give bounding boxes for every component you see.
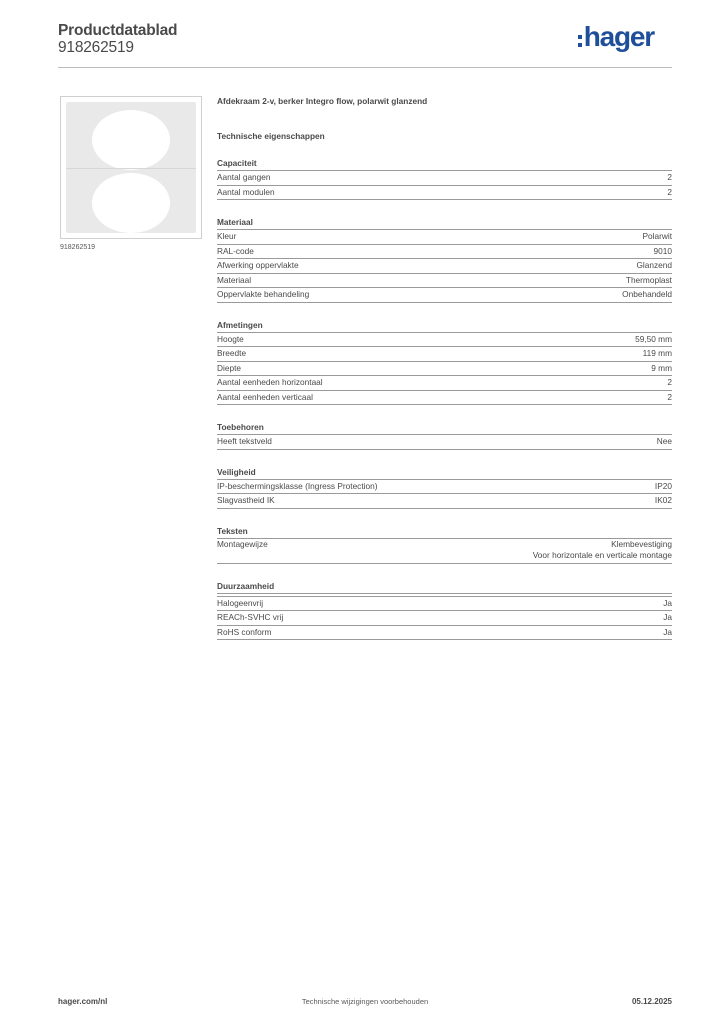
- footer-date: 05.12.2025: [631, 997, 672, 1006]
- spec-row: [217, 494, 672, 509]
- group-title: Veiligheid: [217, 467, 672, 480]
- spec-row: [217, 611, 672, 626]
- spec-label: Materiaal: [217, 274, 252, 285]
- spec-label: Aantal eenheden horizontaal: [217, 377, 323, 387]
- spec-label: Halogeenvrij: [217, 597, 264, 608]
- document-number: 918262519: [58, 39, 134, 56]
- group-title: Materiaal: [217, 217, 672, 230]
- group-title: Capaciteit: [217, 158, 672, 171]
- group-afmetingen: [217, 320, 672, 406]
- spec-row: [217, 186, 672, 201]
- spec-value-line: Klembevestiging: [611, 538, 672, 549]
- logo-text: hager: [583, 21, 654, 52]
- spec-value: 9010: [653, 245, 672, 256]
- spec-label: Kleur: [217, 231, 237, 241]
- spec-row: [217, 480, 672, 495]
- spec-value: 9 mm: [651, 362, 672, 373]
- spec-value: 59,50 mm: [635, 333, 672, 344]
- spec-label: REACh-SVHC vrij: [217, 612, 284, 622]
- footer-notice: Technische wijzigingen voorbehouden: [301, 997, 429, 1006]
- spec-value: 2: [667, 391, 672, 402]
- document-title: Productdatablad: [58, 22, 178, 39]
- spec-row: [217, 539, 672, 564]
- group-teksten: [217, 526, 672, 564]
- spec-label: Slagvastheid IK: [217, 495, 275, 505]
- product-details: [217, 96, 672, 640]
- cover-frame-illustration: [66, 102, 196, 233]
- spec-value: Ja: [663, 612, 672, 622]
- spec-label: Aantal gangen: [217, 172, 271, 182]
- spec-value: Nee: [656, 436, 672, 446]
- spec-row: [217, 230, 672, 245]
- section-heading: Technische eigenschappen: [217, 131, 325, 141]
- frame-opening-bottom: [92, 173, 170, 233]
- document-footer: [58, 997, 672, 1009]
- spec-value: Onbehandeld: [622, 289, 672, 299]
- spec-label: IP-beschermingsklasse (Ingress Protection): [217, 480, 378, 491]
- spec-label: Aantal modulen: [217, 186, 275, 197]
- group-materiaal: [217, 217, 672, 303]
- spec-label: Hoogte: [217, 333, 244, 344]
- spec-row: [217, 347, 672, 362]
- spec-value: IP20: [654, 480, 672, 491]
- spec-label: RAL-code: [217, 245, 254, 256]
- spec-value: IK02: [654, 495, 672, 505]
- spec-row: [217, 274, 672, 289]
- spec-label: Aantal eenheden verticaal: [217, 391, 313, 402]
- spec-value: 119 mm: [642, 348, 672, 358]
- spec-value: Polarwit: [642, 231, 672, 241]
- spec-value: 2: [667, 172, 672, 182]
- footer-website-link[interactable]: hager.com/nl: [58, 997, 108, 1006]
- product-title: Afdekraam 2-v, berker Integro flow, polarwit glanzend: [217, 96, 428, 106]
- spec-row: [217, 333, 672, 348]
- group-capaciteit: [217, 158, 672, 200]
- group-title: Duurzaamheid: [217, 581, 672, 594]
- spec-row: [217, 259, 672, 274]
- group-title: Teksten: [217, 526, 672, 539]
- group-title: Afmetingen: [217, 320, 672, 333]
- frame-divider: [66, 168, 196, 169]
- spec-row: [217, 362, 672, 377]
- spec-value: Glanzend: [636, 260, 672, 270]
- spec-row: [217, 171, 672, 186]
- spec-row: [217, 626, 672, 641]
- logo-dots-icon: [578, 35, 582, 47]
- spec-value-line: Voor horizontale en verticale montage: [532, 550, 672, 560]
- product-image: [60, 96, 202, 239]
- group-duurzaamheid: [217, 581, 672, 641]
- spec-value: 2: [667, 377, 672, 387]
- spec-label: Montagewijze: [217, 538, 268, 549]
- spec-value: 2: [667, 186, 672, 197]
- spec-label: Breedte: [217, 348, 247, 358]
- group-toebehoren: [217, 422, 672, 450]
- hager-logo: [578, 22, 654, 52]
- image-caption: 918262519: [60, 244, 96, 251]
- spec-value: Ja: [663, 597, 672, 608]
- spec-label: Diepte: [217, 362, 241, 373]
- spec-row: [217, 376, 672, 391]
- group-veiligheid: [217, 467, 672, 509]
- group-title: Toebehoren: [217, 422, 672, 435]
- spec-value: Thermoplast: [625, 274, 672, 285]
- spec-row: [217, 288, 672, 303]
- spec-label: Oppervlakte behandeling: [217, 289, 310, 299]
- spec-label: Afwerking oppervlakte: [217, 260, 299, 270]
- spec-row: [217, 391, 672, 406]
- spec-row: [217, 596, 672, 612]
- document-header: [58, 22, 672, 68]
- spec-value: [533, 539, 672, 562]
- frame-opening-top: [92, 110, 170, 170]
- spec-value: Ja: [663, 626, 672, 637]
- spec-row: [217, 245, 672, 260]
- spec-label: Heeft tekstveld: [217, 436, 272, 446]
- spec-label: RoHS conform: [217, 626, 272, 637]
- spec-row: [217, 435, 672, 450]
